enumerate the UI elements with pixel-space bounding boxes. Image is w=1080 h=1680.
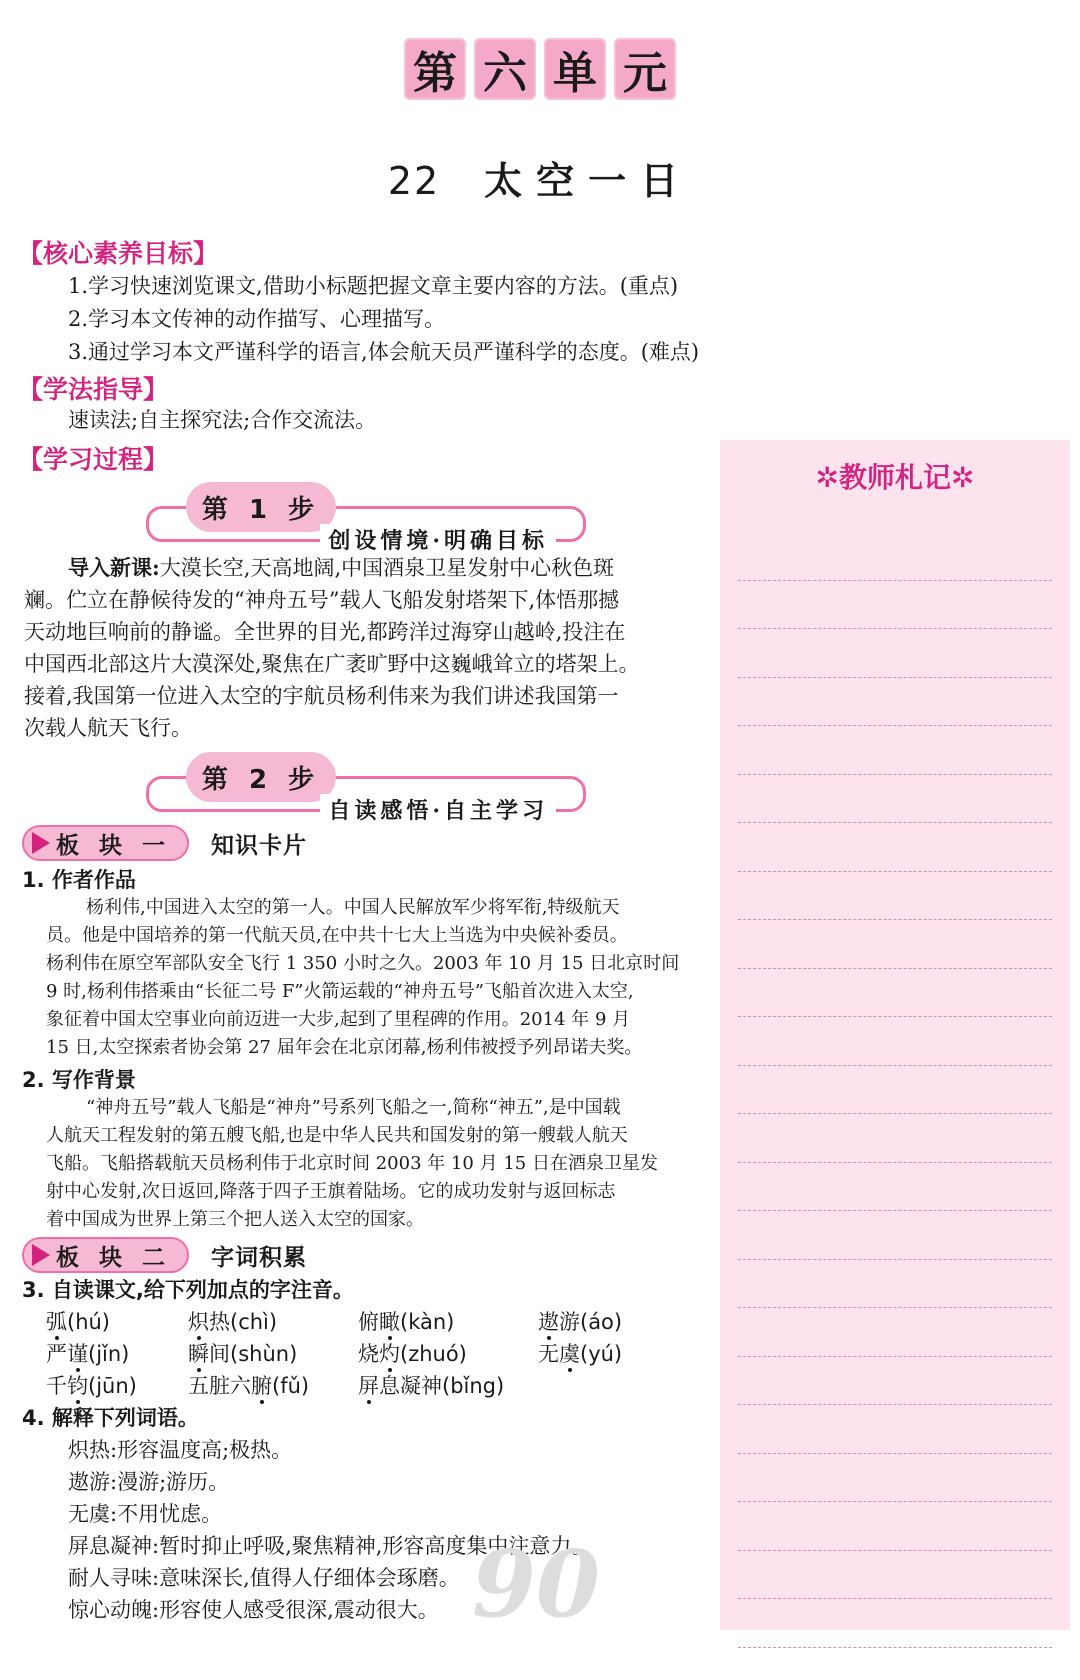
process-heading: 【学习过程】 xyxy=(18,445,169,474)
intro-line xyxy=(68,552,614,584)
block-label: 知识卡片 xyxy=(211,832,308,859)
teacher-notes-title: ✲教师札记✲ xyxy=(815,461,975,494)
method-text: 速读法;自主探究法;合作交流法。 xyxy=(68,408,377,432)
unit-char: 六 xyxy=(474,38,536,100)
step-subtitle: 自读感悟·自主学习 xyxy=(320,794,556,825)
goal-item: 3.通过学习本文严谨科学的语言,体会航天员严谨科学的态度。(难点) xyxy=(68,340,700,364)
note-line[interactable] xyxy=(738,1357,1052,1406)
block-one-heading xyxy=(22,826,307,860)
step-badge: 第 2 步 xyxy=(186,752,336,802)
q2-heading: 2. 写作背景 xyxy=(22,1068,136,1092)
play-triangle-icon xyxy=(32,1244,50,1266)
step-2-banner xyxy=(146,752,586,836)
block-two-heading xyxy=(22,1238,307,1272)
note-line[interactable] xyxy=(738,1308,1052,1357)
lesson-title xyxy=(0,150,1080,205)
definition: 屏息凝神:暂时抑止呼吸,聚焦精神,形容高度集中注意力。 xyxy=(68,1534,593,1558)
q1-line: 杨利伟,中国进入太空的第一人。中国人民解放军少将军衔,特级航天 xyxy=(86,897,620,918)
block-pill xyxy=(22,825,189,861)
note-line[interactable] xyxy=(738,1211,1052,1260)
goal-item: 1.学习快速浏览课文,借助小标题把握文章主要内容的方法。(重点) xyxy=(68,274,679,298)
teacher-notes-panel xyxy=(720,440,1070,1630)
intro-line: 接着,我国第一位进入太空的宇航员杨利伟来为我们讲述我国第一 xyxy=(24,684,619,708)
note-line[interactable] xyxy=(738,920,1052,969)
note-line[interactable] xyxy=(738,1405,1052,1454)
block-pill-text: 板 块 一 xyxy=(56,832,172,859)
step-subtitle: 创设情境·明确目标 xyxy=(320,524,556,555)
pinyin-item: 瞬间(shùn) xyxy=(188,1342,298,1366)
q1-heading: 1. 作者作品 xyxy=(22,868,136,892)
note-line[interactable] xyxy=(738,1502,1052,1551)
note-line[interactable] xyxy=(738,629,1052,678)
lesson-name: 太空一日 xyxy=(484,158,693,203)
pinyin-item: 炽热(chì) xyxy=(188,1310,278,1334)
unit-banner xyxy=(0,38,1080,100)
definition: 惊心动魄:形容使人感受很深,震动很大。 xyxy=(68,1598,439,1622)
block-label: 字词积累 xyxy=(211,1244,308,1271)
note-line[interactable] xyxy=(738,823,1052,872)
note-line[interactable] xyxy=(738,775,1052,824)
note-line[interactable] xyxy=(738,532,1052,581)
q4-heading: 4. 解释下列词语。 xyxy=(22,1406,199,1430)
intro-line: 斓。伫立在静候待发的“神舟五号”载人飞船发射塔架下,体悟那撼 xyxy=(24,588,620,612)
pinyin-item: 严谨(jǐn) xyxy=(46,1342,130,1366)
intro-line: 中国西北部这片大漠深处,聚焦在广袤旷野中这巍峨耸立的塔架上。 xyxy=(24,652,640,676)
pinyin-item: 千钧(jūn) xyxy=(46,1374,137,1398)
play-triangle-icon xyxy=(32,832,50,854)
core-goals-heading: 【核心素养目标】 xyxy=(18,239,219,268)
intro-line: 天动地巨响前的静谧。全世界的目光,都跨洋过海穿山越岭,投注在 xyxy=(24,620,626,644)
pinyin-item: 无虞(yú) xyxy=(538,1342,623,1366)
pinyin-item: 弧(hú) xyxy=(46,1310,111,1334)
intro-line: 次载人航天飞行。 xyxy=(24,716,192,740)
note-line[interactable] xyxy=(738,1017,1052,1066)
unit-char: 单 xyxy=(544,38,606,100)
unit-char: 第 xyxy=(404,38,466,100)
q1-line: 员。他是中国培养的第一代航天员,在中共十七大上当选为中央候补委员。 xyxy=(46,925,628,946)
note-line[interactable] xyxy=(738,1599,1052,1648)
q3-heading: 3. 自读课文,给下列加点的字注音。 xyxy=(22,1278,354,1302)
q2-line: 人航天工程发射的第五艘飞船,也是中华人民共和国发射的第一艘载人航天 xyxy=(46,1125,628,1146)
note-line[interactable] xyxy=(738,1163,1052,1212)
note-line[interactable] xyxy=(738,1066,1052,1115)
note-line[interactable] xyxy=(738,1260,1052,1309)
note-line[interactable] xyxy=(738,1454,1052,1503)
q2-line: 射中心发射,次日返回,降落于四子王旗着陆场。它的成功发射与返回标志 xyxy=(46,1181,616,1202)
pinyin-item: 屏息凝神(bǐng) xyxy=(358,1374,505,1398)
definition: 遨游:漫游;游历。 xyxy=(68,1470,230,1494)
page-number: 90 xyxy=(472,1530,601,1638)
block-pill-text: 板 块 二 xyxy=(56,1244,172,1271)
q1-line: 杨利伟在原空军部队安全飞行 1 350 小时之久。2003 年 10 月 15 日北京时间 xyxy=(46,953,680,974)
definition: 耐人寻味:意味深长,值得人仔细体会琢磨。 xyxy=(68,1566,460,1590)
block-pill xyxy=(22,1237,189,1273)
pinyin-item: 遨游(áo) xyxy=(538,1310,623,1334)
note-line[interactable] xyxy=(738,1551,1052,1600)
note-line[interactable] xyxy=(738,1114,1052,1163)
method-heading: 【学法指导】 xyxy=(18,375,169,404)
q2-line: “神舟五号”载人飞船是“神舟”号系列飞船之一,简称“神五”,是中国载 xyxy=(86,1097,621,1118)
note-line[interactable] xyxy=(738,872,1052,921)
unit-char: 元 xyxy=(614,38,676,100)
q1-line: 15 日,太空探索者协会第 27 届年会在北京闭幕,杨利伟被授予列昂诺夫奖。 xyxy=(46,1037,643,1058)
intro-text: 大漠长空,天高地阔,中国酒泉卫星发射中心秋色斑 xyxy=(159,556,615,580)
q1-line: 9 时,杨利伟搭乘由“长征二号 F”火箭运载的“神舟五号”飞船首次进入太空, xyxy=(46,981,634,1002)
lesson-number: 22 xyxy=(387,159,441,203)
definition: 无虞:不用忧虑。 xyxy=(68,1502,223,1526)
note-line[interactable] xyxy=(738,726,1052,775)
step-badge: 第 1 步 xyxy=(186,482,336,532)
goal-item: 2.学习本文传神的动作描写、心理描写。 xyxy=(68,307,446,331)
definition: 炽热:形容温度高;极热。 xyxy=(68,1438,293,1462)
q1-line: 象征着中国太空事业向前迈进一大步,起到了里程碑的作用。2014 年 9 月 xyxy=(46,1009,631,1030)
note-line[interactable] xyxy=(738,969,1052,1018)
q2-line: 着中国成为世界上第三个把人送入太空的国家。 xyxy=(46,1209,424,1230)
pinyin-item: 五脏六腑(fǔ) xyxy=(188,1374,310,1398)
pinyin-item: 烧灼(zhuó) xyxy=(358,1342,467,1366)
q2-line: 飞船。飞船搭载航天员杨利伟于北京时间 2003 年 10 月 15 日在酒泉卫星发 xyxy=(46,1153,658,1174)
note-line[interactable] xyxy=(738,581,1052,630)
note-line[interactable] xyxy=(738,678,1052,727)
intro-label: 导入新课: xyxy=(68,555,160,580)
notes-lines xyxy=(738,532,1052,1648)
pinyin-item: 俯瞰(kàn) xyxy=(358,1310,455,1334)
